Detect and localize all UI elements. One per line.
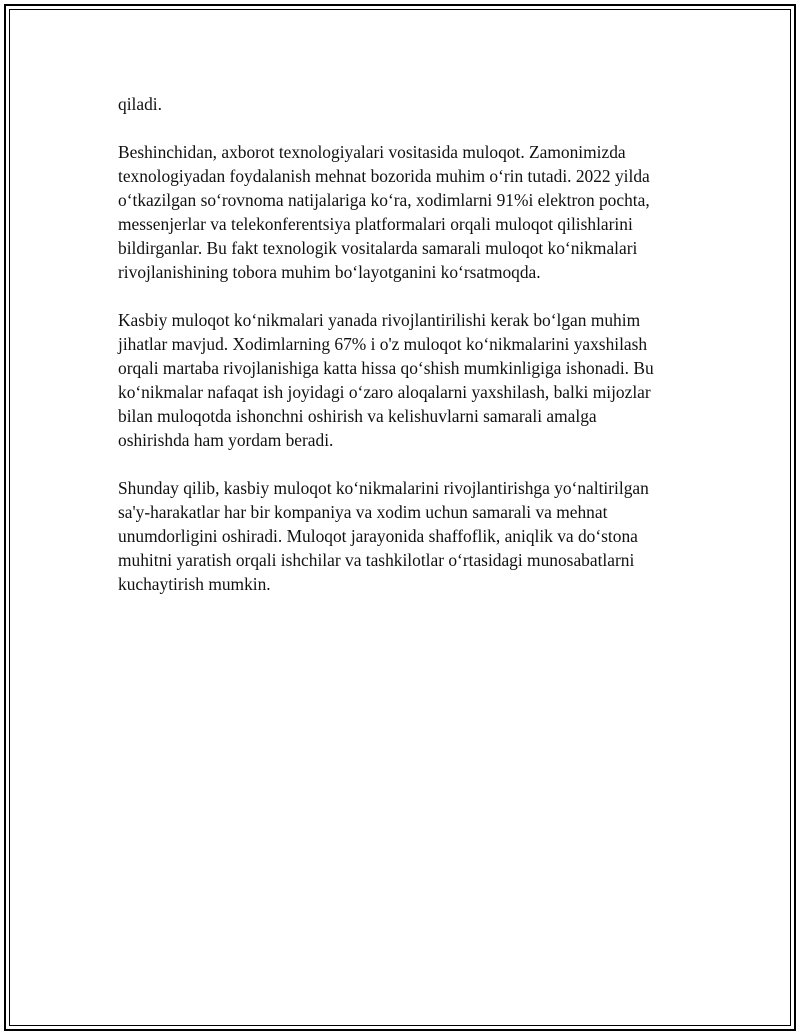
document-body: [118, 92, 690, 620]
text-line: bilan muloqotda ishonchni oshirish va kelishuvlarni samarali amalga: [118, 406, 597, 426]
paragraph-conclusion: [118, 476, 690, 596]
text-line: ko‘nikmalar nafaqat ish joyidagi o‘zaro aloqalarni yaxshilash, balki mijozlar: [118, 382, 651, 402]
paragraph-technology-communication: [118, 140, 690, 284]
text-line: orqali martaba rivojlanishiga katta hissa qo‘shish mumkinligiga ishonadi. Bu: [118, 358, 654, 378]
text-line: oshirishda ham yordam beradi.: [118, 430, 334, 450]
text-line: Kasbiy muloqot ko‘nikmalari yanada rivojlantirilishi kerak bo‘lgan muhim: [118, 310, 641, 330]
text-line: bildirganlar. Bu fakt texnologik vositalarda samarali muloqot ko‘nikmalari: [118, 238, 638, 258]
text-line: rivojlanishining tobora muhim bo‘layotganini ko‘rsatmoqda.: [118, 262, 541, 282]
text-line: kuchaytirish mumkin.: [118, 574, 271, 594]
text-line: jihatlar mavjud. Xodimlarning 67% i o'z muloqot ko‘nikmalarini yaxshilash: [118, 334, 648, 354]
paragraph-skills-development: [118, 308, 690, 452]
text-line: Shunday qilib, kasbiy muloqot ko‘nikmalarini rivojlantirishga yo‘naltirilgan: [118, 478, 649, 498]
text-line: Beshinchidan, axborot texnologiyalari vositasida muloqot. Zamonimizda: [118, 142, 626, 162]
text-line: sa'y-harakatlar har bir kompaniya va xodim uchun samarali va mehnat: [118, 502, 608, 522]
text-line: muhitni yaratish orqali ishchilar va tashkilotlar o‘rtasidagi munosabatlarni: [118, 550, 635, 570]
text-line: messenjerlar va telekonferentsiya platformalari orqali muloqot qilishlarini: [118, 214, 633, 234]
text-line: unumdorligini oshiradi. Muloqot jarayonida shaffoflik, aniqlik va do‘stona: [118, 526, 638, 546]
text-line: qiladi.: [118, 94, 162, 114]
paragraph-continuation: [118, 92, 690, 116]
text-line: texnologiyadan foydalanish mehnat bozorida muhim o‘rin tutadi. 2022 yilda: [118, 166, 650, 186]
text-line: o‘tkazilgan so‘rovnoma natijalariga ko‘ra, xodimlarni 91%i elektron pochta,: [118, 190, 650, 210]
